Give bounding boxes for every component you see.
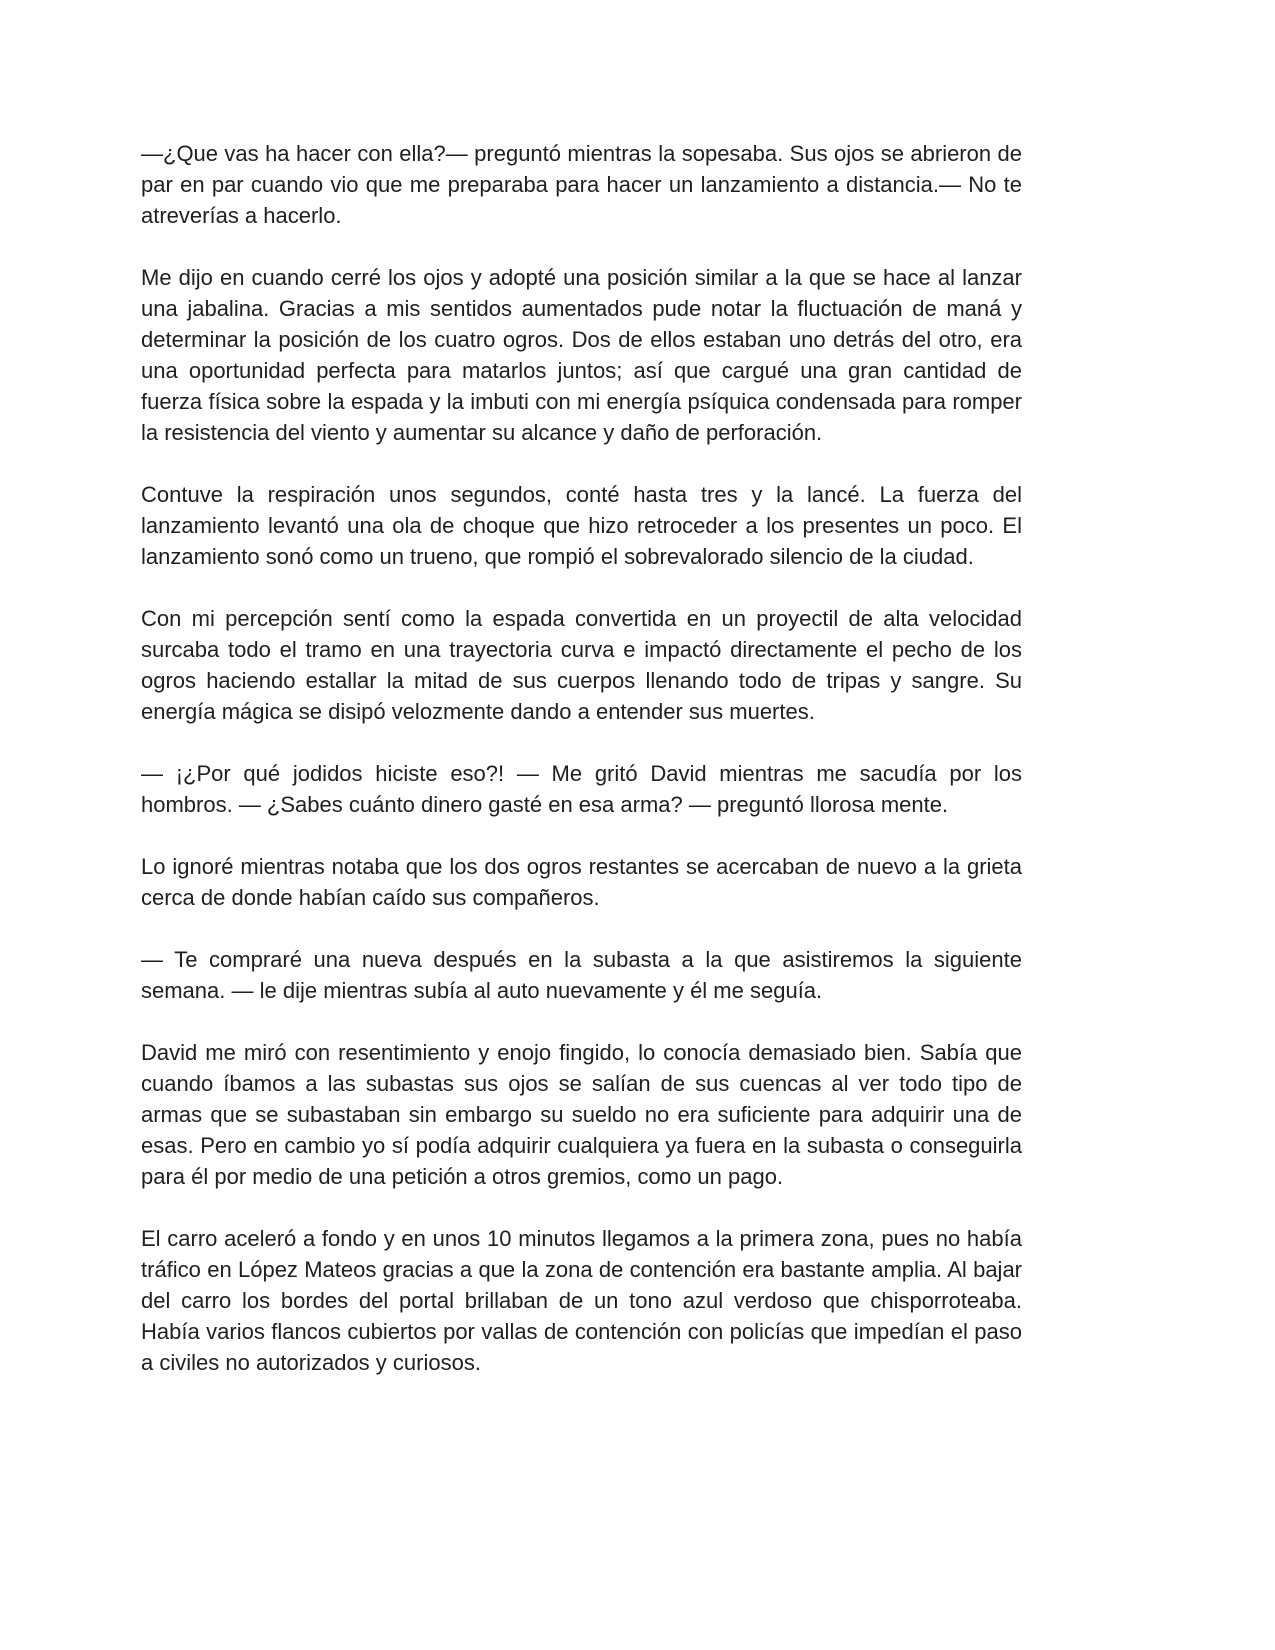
paragraph-6: Lo ignoré mientras notaba que los dos ogros restantes se acercaban de nuevo a la grieta cerca de donde habían caído sus compañeros. [141,854,1022,910]
paragraph-8: David me miró con resentimiento y enojo fingido, lo conocía demasiado bien. Sabía que cuando íbamos a las subastas sus ojos se salían de sus cuencas al ver todo tipo de armas que se subastaban sin embargo su sueldo no era suficiente para adquirir una de esas. Pero en cambio yo sí podía adquirir cualquiera ya fuera en la subasta o conseguirla para él por medio de una petición a otros gremios, como un pago. [141,1040,1022,1189]
paragraph-4: Con mi percepción sentí como la espada convertida en un proyectil de alta velocidad surcaba todo el tramo en una trayectoria curva e impactó directamente el pecho de los ogros haciendo estallar la mitad de sus cuerpos llenando todo de tripas y sangre. Su energía mágica se disipó velozmente dando a entender sus muertes. [141,606,1022,724]
paragraph-1: —¿Que vas ha hacer con ella?— preguntó mientras la sopesaba. Sus ojos se abrieron de par en par cuando vio que me preparaba para hacer un lanzamiento a distancia.— No te atreverías a hacerlo. [141,141,1022,228]
paragraph-2: Me dijo en cuando cerré los ojos y adopté una posición similar a la que se hace al lanzar una jabalina. Gracias a mis sentidos aumentados pude notar la fluctuación de maná y determinar la posición de los cuatro ogros. Dos de ellos estaban uno detrás del otro, era una oportunidad perfecta para matarlos juntos; así que cargué una gran cantidad de fuerza física sobre la espada y la imbuti con mi energía psíquica condensada para romper la resistencia del viento y aumentar su alcance y daño de perforación. [141,265,1022,445]
paragraph-9: El carro aceleró a fondo y en unos 10 minutos llegamos a la primera zona, pues no había tráfico en López Mateos gracias a que la zona de contención era bastante amplia. Al bajar del carro los bordes del portal brillaban de un tono azul verdoso que chisporroteaba. Había varios flancos cubiertos por vallas de contención con policías que impedían el paso a civiles no autorizados y curiosos. [141,1226,1022,1375]
document-page [141,138,1022,1409]
paragraph-3: Contuve la respiración unos segundos, conté hasta tres y la lancé. La fuerza del lanzamiento levantó una ola de choque que hizo retroceder a los presentes un poco. El lanzamiento sonó como un trueno, que rompió el sobrevalorado silencio de la ciudad. [141,482,1022,569]
paragraph-7: — Te compraré una nueva después en la subasta a la que asistiremos la siguiente semana. — le dije mientras subía al auto nuevamente y él me seguía. [141,947,1022,1003]
paragraph-5: — ¡¿Por qué jodidos hiciste eso?! — Me gritó David mientras me sacudía por los hombros. — ¿Sabes cuánto dinero gasté en esa arma? — preguntó llorosa mente. [141,761,1022,817]
